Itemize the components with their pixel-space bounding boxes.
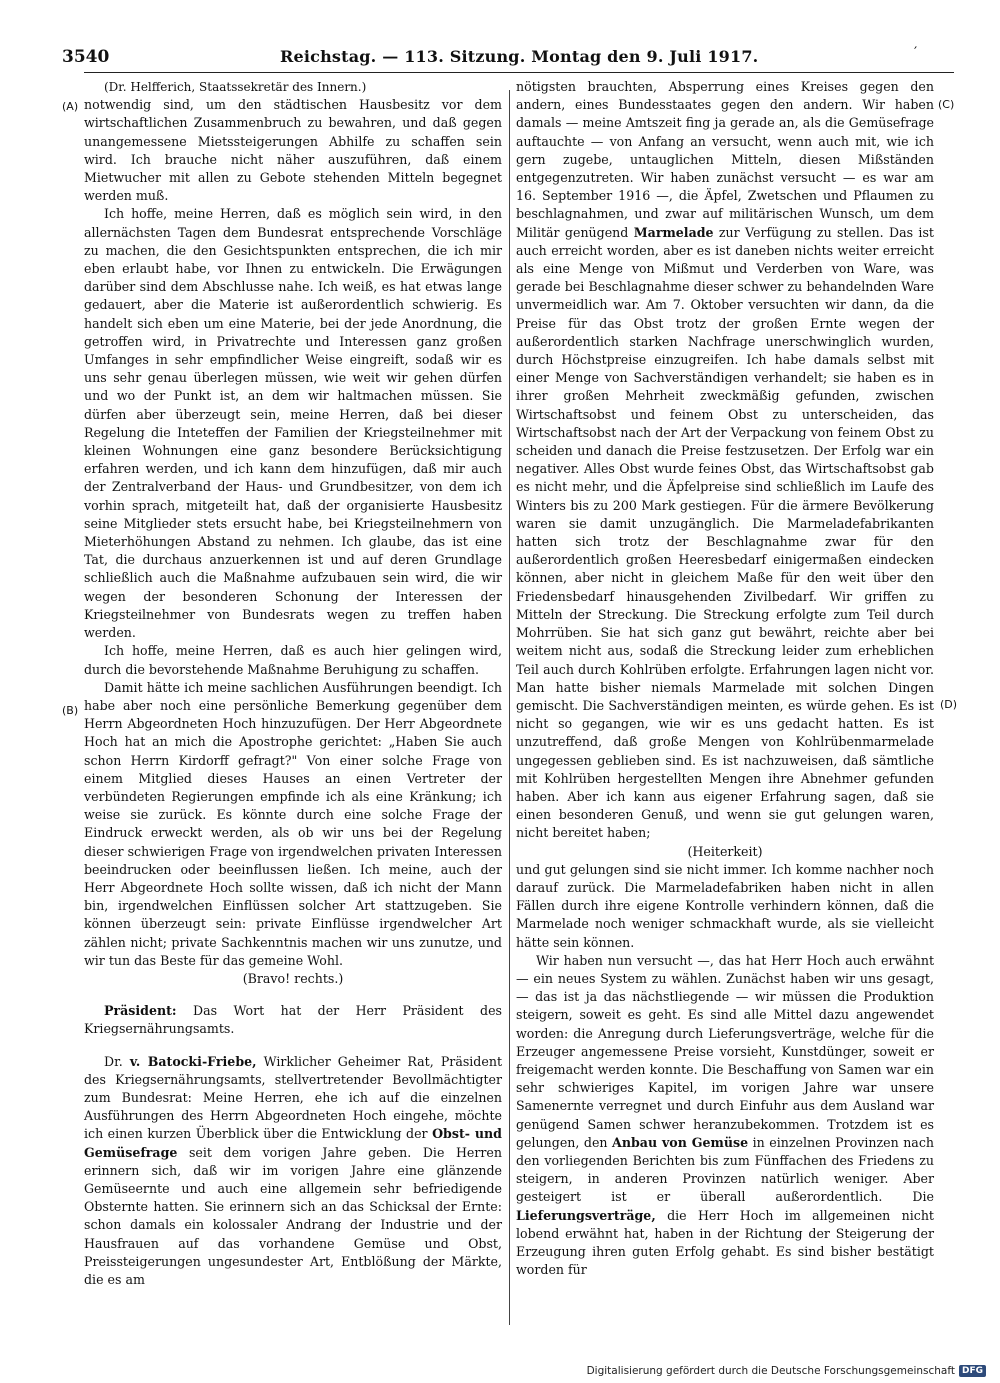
speaker-intro: Wirklicher Geheimer Rat, Präsident des Kriegsernährungsamts, stellvertretender Bevollmächtigter zum Bundesrat: Meine Herren, ehe ich auf die einzelnen Ausführungen des Herrn Abgeordneten Hoch eingehe, möchte ich einen kurzen Überblick über die Entwicklung der <box>84 1053 502 1142</box>
president-text: Das Wort hat der Herr Präsident des Kriegsernährungsamts. <box>84 1003 502 1037</box>
right-column <box>516 78 934 1279</box>
speaker-paragraph <box>84 1053 502 1290</box>
dfg-logo-icon: DFG <box>959 1365 986 1377</box>
keyword-marmelade: Marmelade <box>633 224 714 240</box>
section-gap <box>84 1039 502 1053</box>
president-label: Präsident: <box>104 1003 177 1019</box>
paragraph: und gut gelungen sind sie nicht immer. Ich komme nachher noch darauf zurück. Die Marmeladefabriken haben nicht in allen Fällen durch ihre eigene Kontrolle verhindern können, daß die Marmelade noch weniger schmackhaft wurde, als sie vielleicht hätte sein können. <box>516 861 934 950</box>
keyword-lieferung: Lieferungsverträge, <box>516 1207 656 1223</box>
margin-marker-b: (B) <box>62 704 79 717</box>
paragraph <box>516 952 934 1280</box>
page-header <box>62 45 962 71</box>
text-run: nötigsten brauchten, Absperrung eines Kreises gegen den andern, eines Bundesstaates gegen den andern. Wir haben damals — meine Amtszeit fing ja gerade an, als die Gemüsefrage auftauchte — von Anfang an versucht, wenn auch mit, wie ich gern zugebe, untauglichen Mitteln, diesen Mißständen entgegenzutreten. Wir haben zunächst versucht — es war am 16. September 1916 —, die Äpfel, Zwetschen und Pflaumen zu beschlagnahmen, und zwar auf militärischen Wunsch, um dem Militär genügend <box>516 79 934 240</box>
left-column <box>84 78 502 1289</box>
speaker-prefix: Dr. <box>104 1053 123 1069</box>
paragraph: Ich hoffe, meine Herren, daß es möglich sein wird, in den allernächsten Tagen dem Bundesrat entsprechende Vorschläge zu machen, die den Gesichtspunkten entsprechen, die ich mir eben erlaubt habe, vor Ihnen zu entwickeln. Die Erwägungen darüber sind dem Abschlusse nahe. Ich weiß, es hat etwas lange gedauert, aber die Materie ist außerordentlich schwierig. Es handelt sich eben um eine Materie, bei der jede Anordnung, die getroffen wird, in Privatrechte und Interessen ganz großen Umfanges in sehr empfindlicher Weise eingreift, sodaß wir es uns sehr genau überlegen müssen, wie weit wir gehen dürfen und wo der Punkt ist, an dem wir haltmachen müssen. Sie dürfen aber überzeugt sein, meine Herren, daß bei dieser Regelung die Inteteffen der Familien der Kriegsteilnehmer mit kleinen Wohnungen eine ganz besondere Berücksichtigung erfahren werden, und ich kann dem hinzufügen, daß mir auch der Zentralverband der Haus- und Grundbesitzer, von dem ich vorhin sprach, mitgeteilt hat, daß der organisierte Hausbesitz seine Mitglieder stets ersucht habe, bei Kriegsteilnehmern von Mieterhöhungen Abstand zu nehmen. Ich glaube, das ist eine Tat, die durchaus anzuerkennen ist und auf deren Grundlage schließlich auch die Maßnahme aufzubauen sein wird, die wir wegen der besonderen Schonung der Interessen der Kriegsteilnehmer von Bundesrats wegen zu treffen haben werden. <box>84 206 502 641</box>
paragraph: Ich hoffe, meine Herren, daß es auch hier gelingen wird, durch die bevorstehende Maßnahme Beruhigung zu schaffen. <box>84 643 502 677</box>
column-divider <box>509 90 510 1325</box>
page-number: 3540 <box>62 47 110 67</box>
text-run: in einzelnen Provinzen nach den vorliegenden Berichten bis zum Fünffachen des Friedens zu steigern, in anderen Provinzen natürlich weniger. Aber gesteigert ist er überall außerordentlich. Die <box>516 1134 934 1205</box>
header-rule <box>84 72 954 73</box>
text-run: Wir haben nun versucht —, das hat Herr Hoch auch erwähnt — ein neues System zu wählen. Zunächst haben wir uns gesagt, — das ist ja das nächstliegende — wir müssen die Produktion steigern, soweit es geht. Es sind alle Mittel dazu angewendet worden: die Anregung durch Lieferungsverträge, welche für die Erzeuger angemessene Preise vorsieht, Kunstdünger, soweit er freigemacht werden konnte. Die Beschaffung von Samen war ein sehr schwieriges Kapitel, im vorigen Jahre war unsere Samenernte verregnet und durch Einfuhr aus dem Ausland war genügend Samen schwer heranzubekommen. Trotzdem ist es gelungen, den <box>516 952 934 1150</box>
running-head: Reichstag. — 113. Sitzung. Montag den 9. Juli 1917. <box>280 47 759 66</box>
margin-marker-a: (A) <box>62 100 79 113</box>
paragraph: Damit hätte ich meine sachlichen Ausführungen beendigt. Ich habe aber noch eine persönliche Bemerkung gegenüber dem Herrn Abgeordneten Hoch hinzuzufügen. Der Herr Abgeordnete Hoch hat an mich die Apostrophe gerichtet: „Haben Sie auch schon Herrn Kirdorff gefragt?" Von einer solche Frage von einem Mitglied dieses Hauses an einen Vertreter der verbündeten Regierungen empfinde ich als eine Kränkung; ich weise sie zurück. Es könnte durch eine solche Frage der Eindruck erweckt werden, als ob wir uns bei der Regelung dieser schwierigen Frage von irgendwelchen privaten Interessen beeindrucken oder beeinflussen ließen. Ich meine, auch der Herr Abgeordnete Hoch sollte wissen, daß ich nicht der Mann bin, irgendwelchen Einflüssen solcher Art stattzugeben. Sie können überzeugt sein: private Einflüsse irgendwelcher Art zählen nicht; private Sachkenntnis machen wir uns zunutze, und wir tun das Beste für das gemeine Wohl. <box>84 679 502 968</box>
speaker-continuation-head: (Dr. Helfferich, Staatssekretär des Innern.) <box>104 80 367 94</box>
footer-credit <box>587 1365 986 1377</box>
footer-text: Digitalisierung gefördert durch die Deutsche Forschungsgemeinschaft <box>586 1365 955 1377</box>
paragraph: notwendig sind, um den städtischen Hausbesitz vor dem wirtschaftlichen Zusammenbruch zu bewahren, und daß gegen unangemessene Mietssteigerungen Abhilfe zu schaffen sein wird. Ich brauche nicht näher auszuführen, daß einem Mietwucher mit allen zu Gebote stehenden Mitteln begegnet werden muß. <box>84 97 502 204</box>
section-gap <box>84 988 502 1002</box>
speaker-name: v. Batocki-Friebe, <box>129 1053 257 1069</box>
margin-marker-c: (C) <box>938 98 955 111</box>
laughter-note: (Heiterkeit) <box>687 843 763 859</box>
margin-marker-d: (D) <box>940 698 958 711</box>
text-run: zur Verfügung zu stellen. Das ist auch erreicht worden, aber es ist daneben nichts weiter erreicht als eine Menge von Mißmut und Verderben von Ware, was gerade bei Beschlagnahme dieser schwer zu behandelnden Ware unvermeidlich war. Am 7. Oktober versuchten wir dann, da die Preise für das Obst trotz der großen Ernte wegen der außerordentlich starken Nachfrage unerschwinglich wurden, durch Höchstpreise einzugreifen. Ich habe damals selbst mit einer Menge von Sachverständigen verhandelt; sie haben es in ihrer großen Mehrheit zweckmäßig gefunden, zwischen Wirtschaftsobst und feinem Obst zu unterscheiden, das Wirtschaftsobst nach der Art der Verpackung von feinem Obst zu scheiden und danach die Preise festzusetzen. Der Erfolg war ein negativer. Alles Obst wurde feines Obst, das Wirtschaftsobst gab es nicht mehr, und die Äpfelpreise sind schließlich im Laufe des Winters bis zu 200 Mark gestiegen. Für die ärmere Bevölkerung waren sie damit unzugänglich. Die Marmeladefabrikanten hatten sich trotz der Beschlagnahme zwar für den außerordentlich großen Heeresbedarf einigermaßen eindecken können, aber nicht in gleichem Maße für den weit über den Friedensbedarf hinausgehenden Zivilbedarf. Wir griffen zu Mitteln der Streckung. Die Streckung erfolgte zum Teil durch Mohrrüben. Sie hat sich ganz gut bewährt, reichte aber bei weitem nicht aus, sodaß die Streckung leider zum erheblichen Teil auch durch Kohlrüben erfolgte. Erfahrungen lagen nicht vor. Man hatte bisher niemals Marmelade mit solchen Dingen gemischt. Die Sachverständigen meinten, es würde gehen. Es ist nicht so gegangen, wie wir es uns gedacht hatten. Es ist unzutreffend, daß große Mengen von Kohlrübenmarmelade ungegessen geblieben sind. Es ist nachzuweisen, daß sämtliche mit Kohlrüben hergestellten Mengen ihre Abnehmer gefunden haben. Aber ich kann aus eigener Erfahrung sagen, daß sie einen besonderen Genuß, und wenn sie gut gelungen waren, nicht bereitet haben; <box>516 224 934 841</box>
applause-note: (Bravo! rechts.) <box>242 970 344 986</box>
president-statement <box>84 1002 502 1038</box>
topic-heading: Obst- und Gemüsefrage <box>84 1126 502 1160</box>
keyword-anbau: Anbau von Gemüse <box>612 1134 749 1150</box>
text-run: die Herr Hoch im allgemeinen nicht lobend erwähnt hat, haben in der Richtung der Steigerung der Erzeugung ihren guten Erfolg gehabt. Es sind bisher bestätigt worden für <box>516 1207 934 1278</box>
paragraph <box>516 78 934 843</box>
speaker-rest: seit dem vorigen Jahre geben. Die Herren erinnern sich, daß wir im vorigen Jahre eine glänzende Gemüseernte und auch eine allgemein sehr befriedigende Obsternte hatten. Sie erinnern sich an das Schicksal der Ernte: schon damals ein kolossaler Andrang der Industrie und der Hausfrauen auf das vorhandene Gemüse und Obst, Preissteigerungen ungesundester Art, Entblößung der Märkte, die es am <box>84 1144 502 1287</box>
header-mark: ′ <box>914 45 918 61</box>
